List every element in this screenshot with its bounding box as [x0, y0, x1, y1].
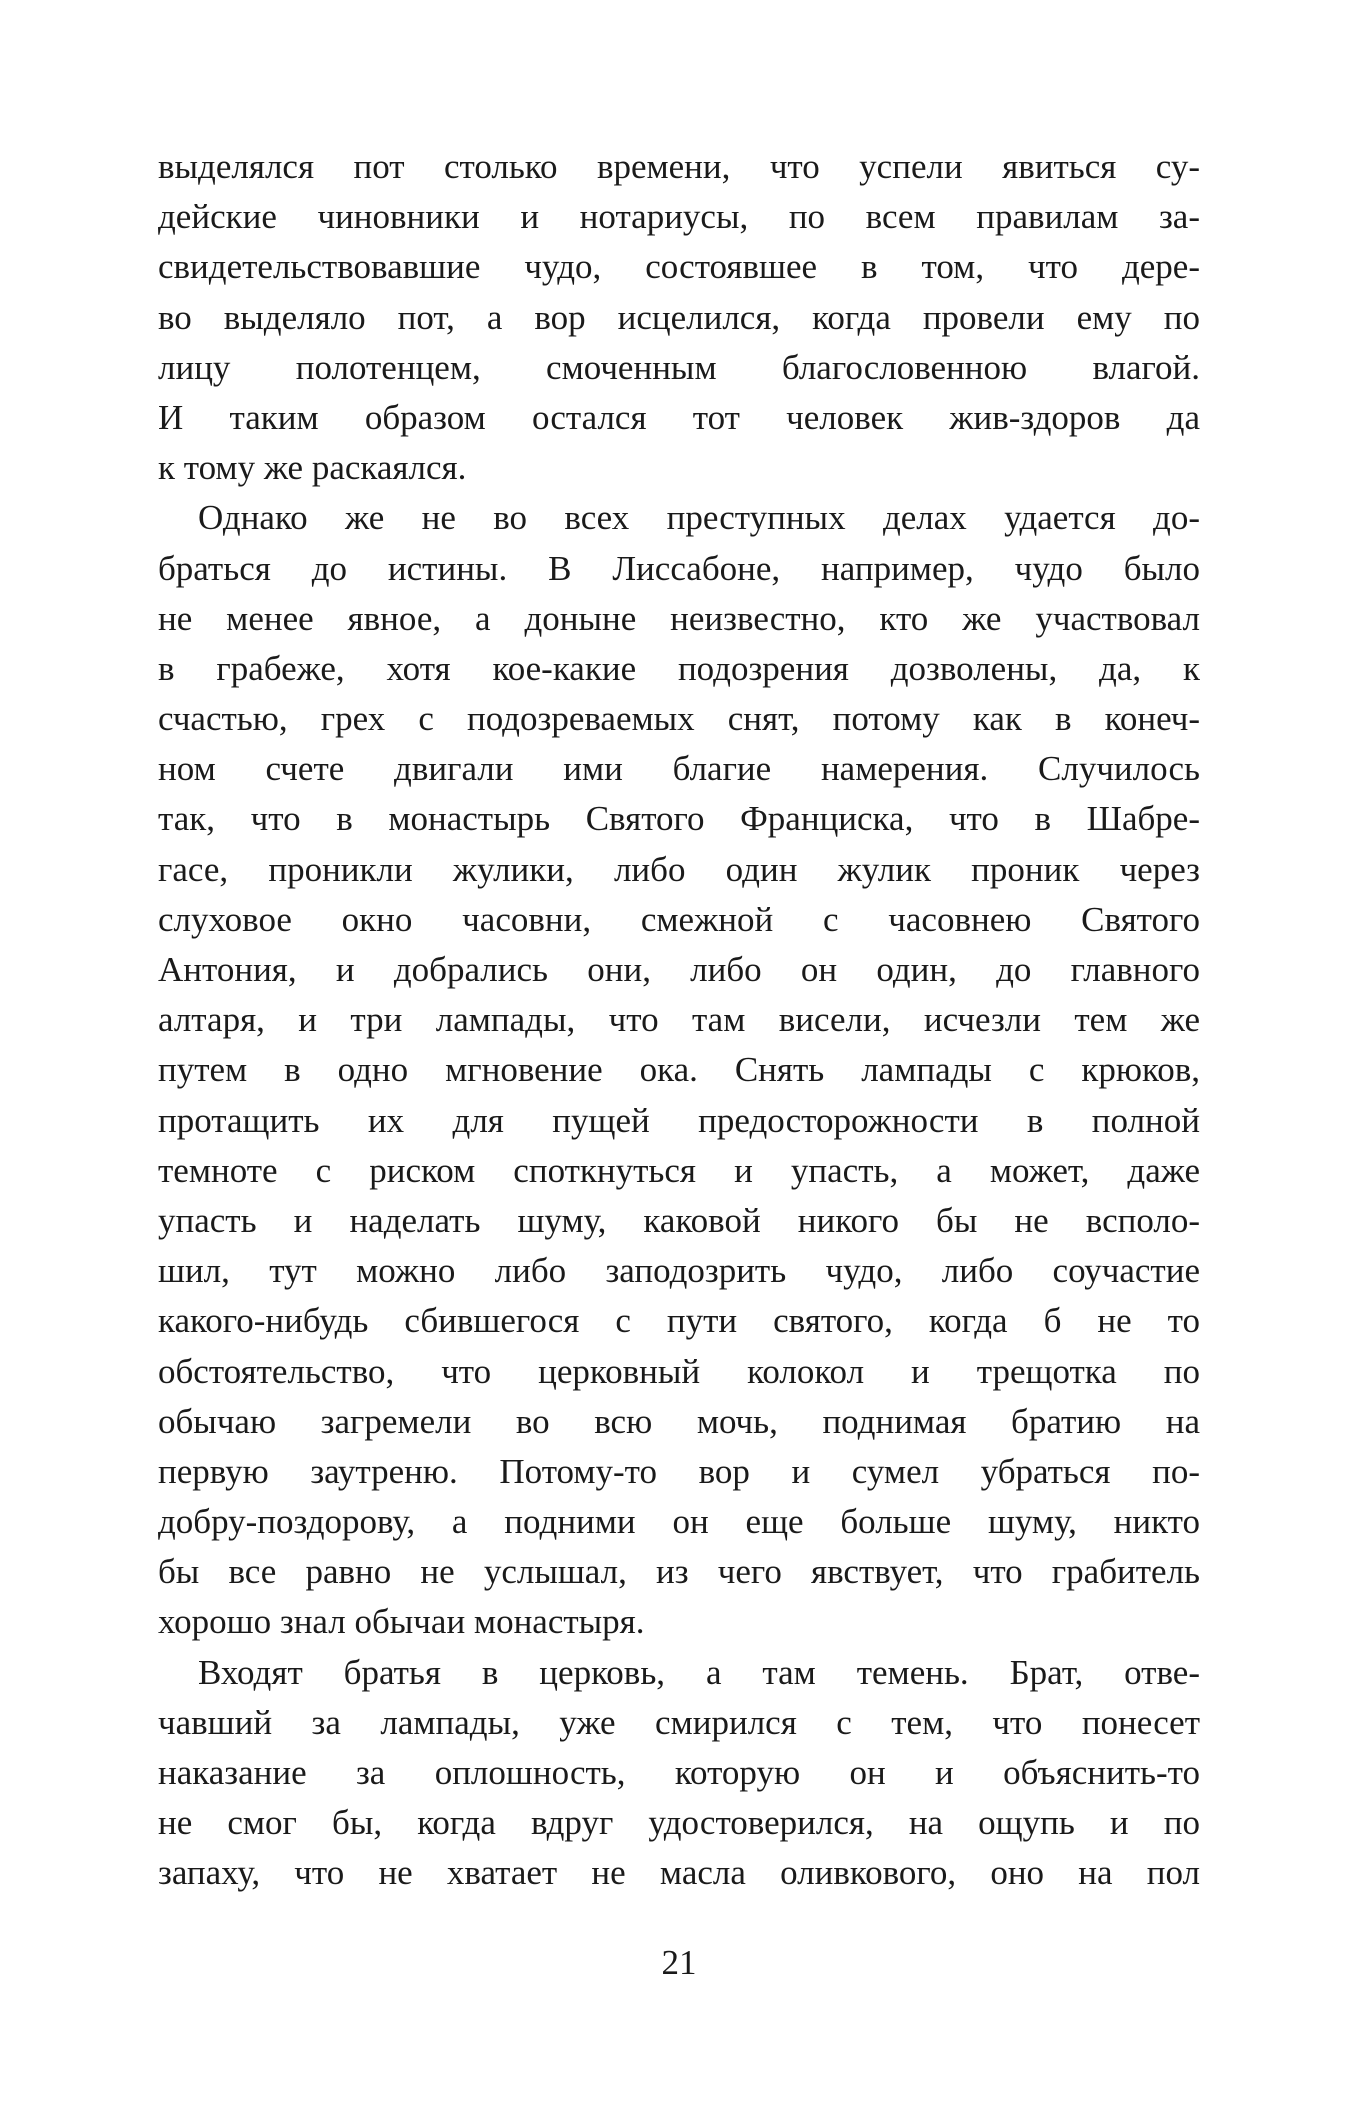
text-line: темноте с риском споткнуться и упасть, а может, даже — [158, 1150, 1200, 1190]
text-line: лицу полотенцем, смоченным благословенною влагой. — [158, 347, 1200, 387]
text-line: ном счете двигали ими благие намерения. Случилось — [158, 749, 1200, 789]
text-line: свидетельствовавшие чудо, состоявшее в том, что дере- — [158, 247, 1200, 287]
text-line: так, что в монастырь Святого Франциска, что в Шабре- — [158, 799, 1200, 839]
text-line: упасть и наделать шуму, каковой никого бы не всполо- — [158, 1200, 1200, 1240]
text-line: И таким образом остался тот человек жив-здоров да — [158, 397, 1200, 437]
text-line: чавший за лампады, уже смирился с тем, что понесет — [158, 1702, 1200, 1742]
text-line: обстоятельство, что церковный колокол и трещотка по — [158, 1351, 1200, 1391]
text-line: гасе, проникли жулики, либо один жулик проник через — [158, 849, 1200, 889]
text-line: хорошо знал обычаи монастыря. — [158, 1602, 645, 1642]
text-line: протащить их для пущей предосторожности в полной — [158, 1100, 1200, 1140]
text-line: запаху, что не хватает не масла оливкового, оно на пол — [158, 1853, 1200, 1893]
text-line: счастью, грех с подозреваемых снят, потому как в конеч- — [158, 699, 1200, 739]
page-number: 21 — [661, 1943, 697, 1982]
text-line: добру-поздорову, а подними он еще больше шуму, никто — [158, 1502, 1200, 1542]
text-line: Антония, и добрались они, либо он один, до главного — [158, 950, 1200, 989]
text-line: слуховое окно часовни, смежной с часовнею Святого — [158, 899, 1200, 939]
text-line: путем в одно мгновение ока. Снять лампады с крюков, — [158, 1050, 1200, 1090]
text-line: бы все равно не услышал, из чего явствует, что грабитель — [158, 1552, 1200, 1592]
text-line: выделялся пот столько времени, что успели явиться су- — [158, 147, 1200, 186]
paragraph — [158, 142, 1200, 493]
paragraph — [158, 493, 1200, 1647]
body-text — [158, 142, 1200, 1899]
paragraph — [158, 1648, 1200, 1899]
text-line: алтаря, и три лампады, что там висели, исчезли тем же — [158, 1000, 1200, 1040]
text-line: во выделяло пот, а вор исцелился, когда провели ему по — [158, 297, 1200, 337]
text-line: в грабеже, хотя кое-какие подозрения дозволены, да, к — [158, 648, 1200, 688]
text-line: не смог бы, когда вдруг удостоверился, на ощупь и по — [158, 1803, 1200, 1843]
text-line: к тому же раскаялся. — [158, 448, 467, 488]
text-line: не менее явное, а доныне неизвестно, кто же участвовал — [158, 598, 1200, 638]
text-line: Однако же не во всех преступных делах удается до- — [198, 498, 1200, 538]
text-line: какого-нибудь сбившегося с пути святого, когда б не то — [158, 1301, 1200, 1341]
text-line: дейские чиновники и нотариусы, по всем правилам за- — [158, 197, 1200, 237]
text-line: наказание за оплошность, которую он и объяснить-то — [158, 1753, 1200, 1792]
text-line: обычаю загремели во всю мочь, поднимая братию на — [158, 1401, 1200, 1441]
text-line: первую заутреню. Потому-то вор и сумел убраться по- — [158, 1451, 1200, 1491]
text-line: шил, тут можно либо заподозрить чудо, либо соучастие — [158, 1251, 1200, 1291]
text-line: Входят братья в церковь, а там темень. Брат, отве- — [198, 1652, 1200, 1692]
text-line: браться до истины. В Лиссабоне, например, чудо было — [158, 548, 1200, 588]
